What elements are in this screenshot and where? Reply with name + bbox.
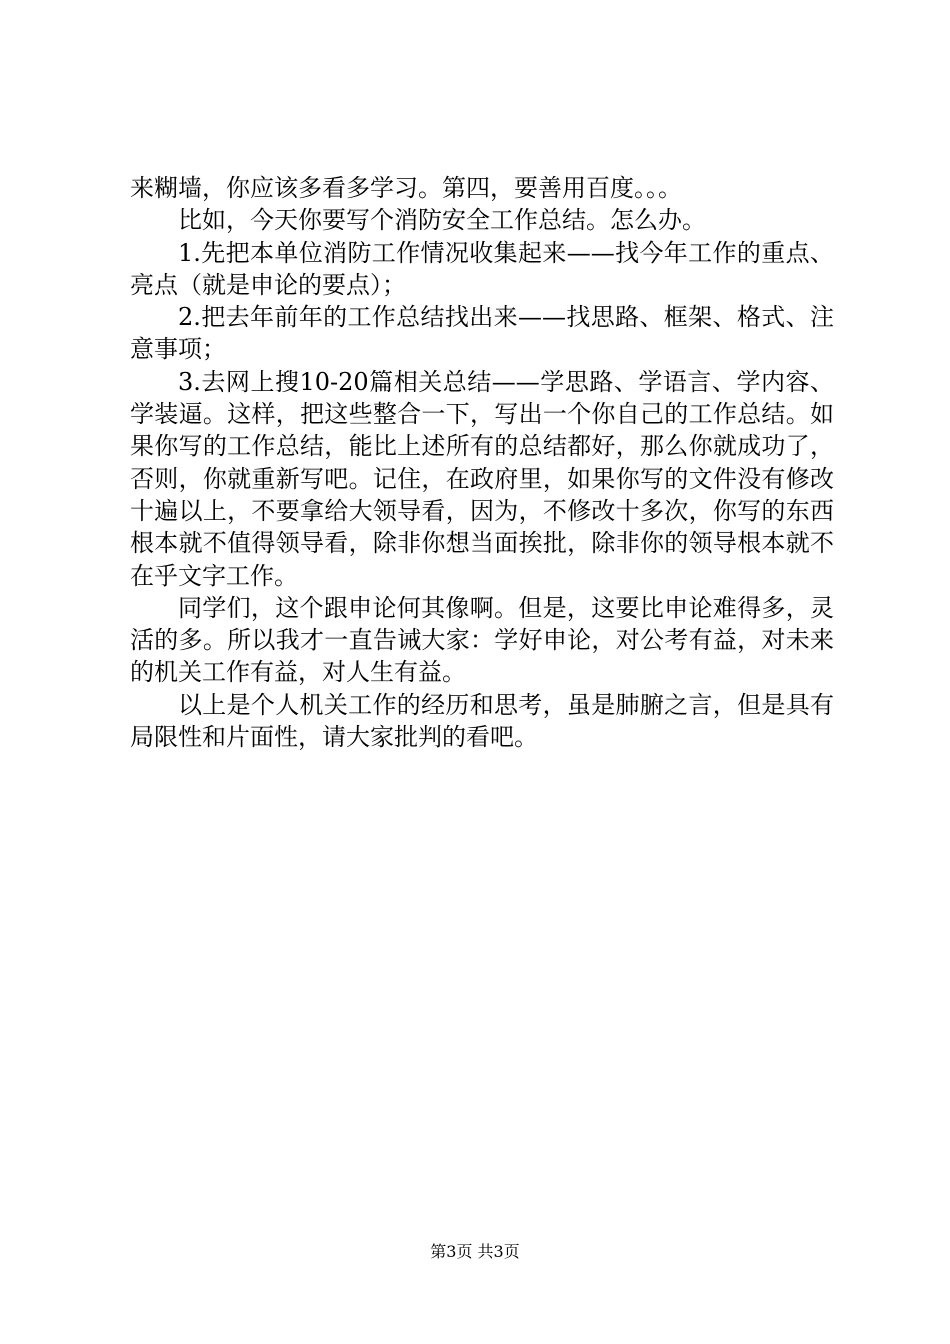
paragraph-5: 3.去网上搜10-20篇相关总结——学思路、学语言、学内容、学装逼。这样，把这些整合一下，写出一个你自己的工作总结。如果你写的工作总结，能比上述所有的总结都好，那么你就成功了，否则，你就重新写吧。记住，在政府里，如果你写的文件没有修改十遍以上，不要拿给大领导看，因为，不修改十多次，你写的东西根本就不值得领导看，除非你想当面挨批，除非你的领导根本就不在乎文字工作。 <box>130 367 834 590</box>
paragraph-7: 以上是个人机关工作的经历和思考，虽是肺腑之言，但是具有局限性和片面性，请大家批判的看吧。 <box>130 690 834 752</box>
document-body <box>130 172 834 753</box>
paragraph-1: 来糊墙，你应该多看多学习。第四，要善用百度。。。 <box>130 174 682 202</box>
paragraph-4: 2.把去年前年的工作总结找出来——找思路、框架、格式、注意事项； <box>130 303 834 364</box>
paragraph-6: 同学们，这个跟申论何其像啊。但是，这要比申论难得多，灵活的多。所以我才一直告诫大家：学好申论，对公考有益，对未来的机关工作有益，对人生有益。 <box>130 593 834 687</box>
page-number: 第3页 共3页 <box>430 1242 520 1261</box>
paragraph-2: 比如，今天你要写个消防安全工作总结。怎么办。 <box>178 206 706 235</box>
page-footer <box>0 1242 950 1262</box>
paragraph-3: 1.先把本单位消防工作情况收集起来——找今年工作的重点、亮点（就是申论的要点）； <box>130 238 834 299</box>
